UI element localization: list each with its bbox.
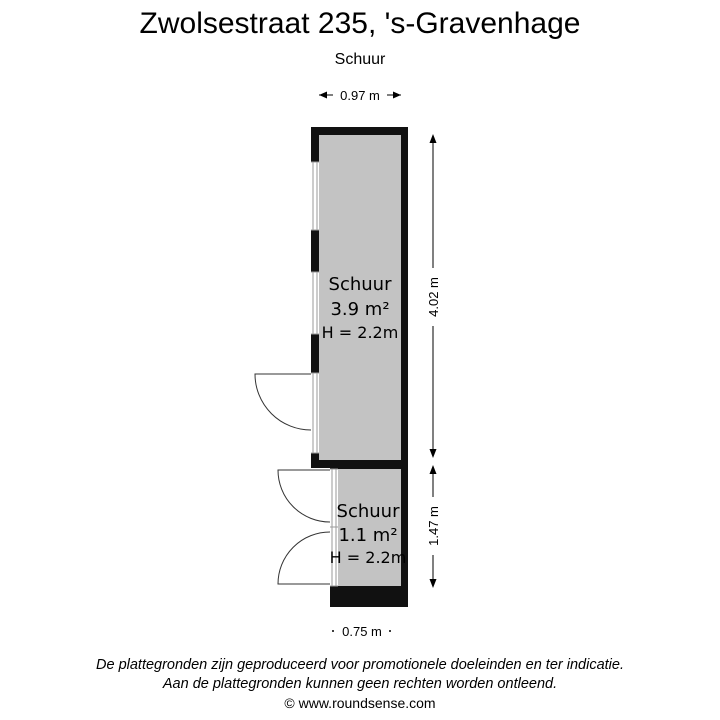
door-upper (255, 373, 319, 453)
dimension-bottom-width (332, 624, 391, 639)
room-area-lower: 1.1 m² (338, 525, 398, 546)
room-area-upper: 3.9 m² (330, 299, 390, 320)
dimension-top-width-label: 0.97 m (340, 88, 380, 103)
window-middle (311, 272, 319, 334)
room-name-lower: Schuur (336, 501, 400, 522)
dimension-upper-length-label: 4.02 m (426, 277, 441, 317)
room-name-upper: Schuur (328, 274, 392, 295)
disclaimer-line-2: Aan de plattegronden kunnen geen rechten worden ontleend. (162, 676, 558, 692)
dimension-lower-length (426, 465, 441, 588)
dimension-lower-length-label: 1.47 m (426, 506, 441, 546)
disclaimer-line-1: De plattegronden zijn geproduceerd voor promotionele doeleinden en ter indicatie. (96, 657, 624, 673)
room-height-lower: H = 2.2m (329, 548, 407, 567)
door-lower (278, 469, 338, 586)
dimension-bottom-width-label: 0.75 m (342, 624, 382, 639)
dimension-top-width (319, 88, 401, 103)
plan-subtitle: Schuur (334, 51, 386, 68)
room-height-upper: H = 2.2m (321, 323, 399, 342)
plan-title: Zwolsestraat 235, 's-Gravenhage (139, 7, 581, 40)
disclaimer (0, 656, 720, 713)
upper-shed-floor (319, 135, 401, 460)
window-upper (311, 162, 319, 230)
copyright-text: © www.roundsense.com (284, 695, 436, 711)
dimension-upper-length (426, 134, 441, 458)
